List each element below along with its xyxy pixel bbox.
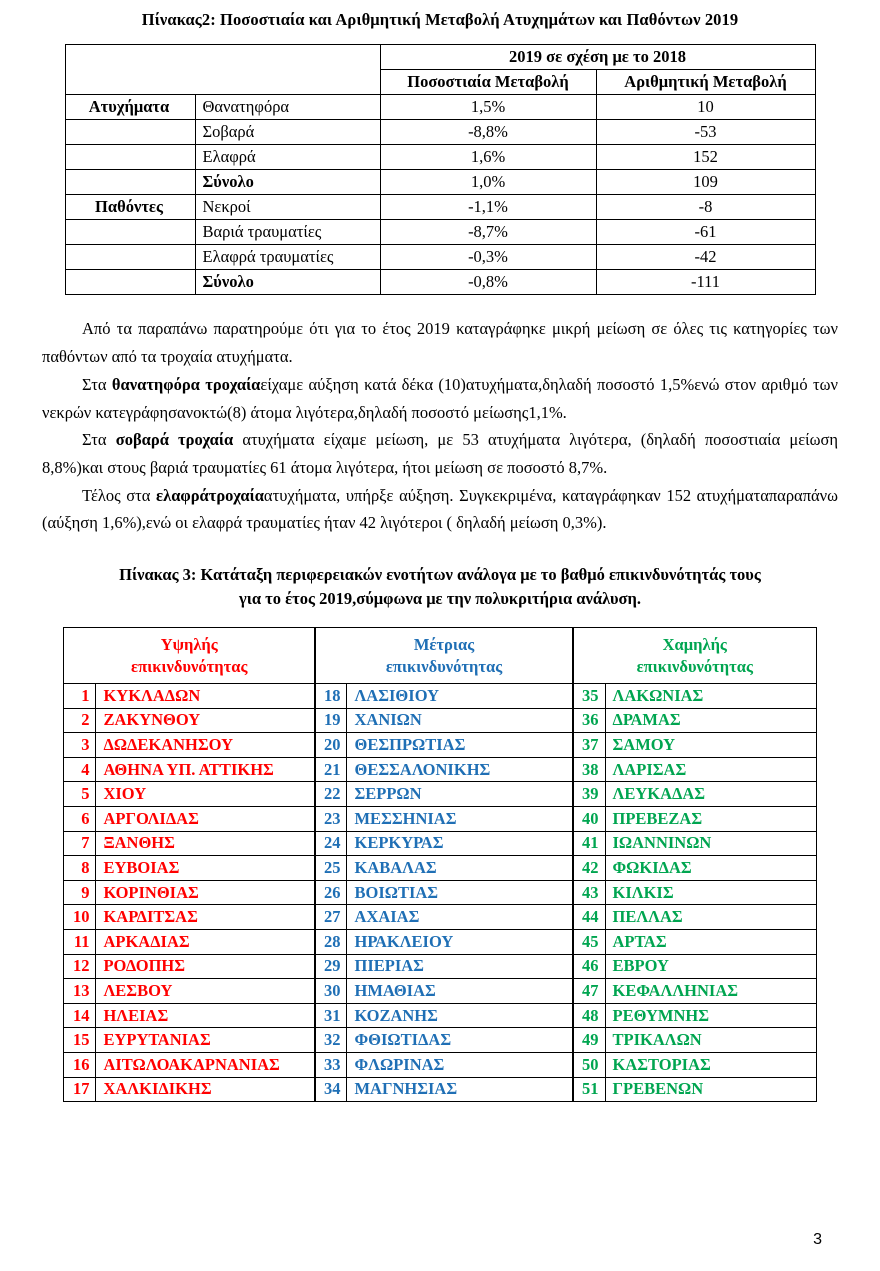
table3-header-line2: επικινδυνότητας: [131, 656, 248, 676]
paragraph-4-post: ατυχήματα, υπήρξε αύξηση. Συγκεκριμένα, καταγράφηκαν 152 ατυχήματαπαραπάνω (αύξηση 1,6%),ενώ οι ελαφρά τραυματίες ήταν 42 λιγότεροι ( δηλαδή μείωση 0,3%).: [42, 485, 838, 533]
table3-row: [64, 782, 816, 807]
table3-rank-medium: 27: [315, 905, 347, 930]
table3-region-low: ΚΑΣΤΟΡΙΑΣ: [605, 1052, 816, 1077]
table2-data-rows: [65, 95, 815, 295]
table3-rank-medium: 21: [315, 757, 347, 782]
table3-region-medium: ΒΟΙΩΤΙΑΣ: [347, 880, 573, 905]
table3-region-medium: ΦΘΙΩΤΙΔΑΣ: [347, 1028, 573, 1053]
table3-rank-low: 49: [573, 1028, 605, 1053]
table2-body: [65, 45, 815, 95]
table3-rank-low: 36: [573, 708, 605, 733]
table3-region-medium: ΜΑΓΝΗΣΙΑΣ: [347, 1077, 573, 1102]
table3-region-low: ΔΡΑΜΑΣ: [605, 708, 816, 733]
table3-region-medium: ΑΧΑΙΑΣ: [347, 905, 573, 930]
table3-region-medium: ΗΡΑΚΛΕΙΟΥ: [347, 929, 573, 954]
table3-rank-low: 40: [573, 807, 605, 832]
table2-header-row-1: [65, 45, 815, 70]
table2-row-label: Ελαφρά: [195, 145, 380, 170]
table2-row: [65, 170, 815, 195]
table3-header-low: [573, 628, 816, 684]
table2-group-label: Παθόντες: [65, 195, 195, 220]
table3-region-medium: ΦΛΩΡΙΝΑΣ: [347, 1052, 573, 1077]
table3-region-low: ΚΙΛΚΙΣ: [605, 880, 816, 905]
table3-rank-high: 15: [64, 1028, 96, 1053]
table3-region-low: ΕΒΡΟΥ: [605, 954, 816, 979]
table3-region-low: ΑΡΤΑΣ: [605, 929, 816, 954]
table3-rank-low: 43: [573, 880, 605, 905]
table2-row-label: Σύνολο: [195, 270, 380, 295]
table3-region-medium: ΜΕΣΣΗΝΙΑΣ: [347, 807, 573, 832]
table3-rank-low: 48: [573, 1003, 605, 1028]
table3-rank-low: 39: [573, 782, 605, 807]
table2-absolute-change: -111: [596, 270, 815, 295]
table3-region-high: ΚΑΡΔΙΤΣΑΣ: [96, 905, 315, 930]
paragraph-2-post: είχαμε αύξηση κατά δέκα (10)ατυχήματα,δηλαδή ποσοστό 1,5%ενώ στον αριθμό των νεκρών κατεγράφησανοκτώ(8) άτομα λιγότερα,δηλαδή ποσοστό μείωσης1,1%.: [42, 374, 838, 422]
table3-rank-low: 51: [573, 1077, 605, 1102]
paragraph-2-emphasis: θανατηφόρα τροχαία: [111, 374, 261, 394]
table2-absolute-change: 109: [596, 170, 815, 195]
table3-rank-medium: 34: [315, 1077, 347, 1102]
table3-region-high: ΑΡΓΟΛΙΔΑΣ: [96, 807, 315, 832]
table3-rank-low: 38: [573, 757, 605, 782]
table3-title-line1: Πίνακας 3: Κατάταξη περιφερειακών ενοτήτων ανάλογα με το βαθμό επικινδυνότητάς τους: [119, 565, 761, 585]
table3-region-medium: ΣΕΡΡΩΝ: [347, 782, 573, 807]
table2-absolute-change: 152: [596, 145, 815, 170]
table3-row: [64, 831, 816, 856]
page-number: 3: [813, 1231, 822, 1248]
table3-region-high: ΔΩΔΕΚΑΝΗΣΟΥ: [96, 733, 315, 758]
table2-row: [65, 195, 815, 220]
table3-region-low: ΤΡΙΚΑΛΩΝ: [605, 1028, 816, 1053]
table3-region-high: ΛΕΣΒΟΥ: [96, 979, 315, 1004]
table2-absolute-change: -53: [596, 120, 815, 145]
paragraph-4: [42, 482, 838, 537]
table2-percent-change: 1,0%: [380, 170, 596, 195]
table3-region-low: ΛΑΡΙΣΑΣ: [605, 757, 816, 782]
table3-row: [64, 905, 816, 930]
table3-row: [64, 929, 816, 954]
table3-rank-high: 12: [64, 954, 96, 979]
table3-region-high: ΗΛΕΙΑΣ: [96, 1003, 315, 1028]
paragraph-2: [42, 371, 838, 426]
table2-row: [65, 95, 815, 120]
table2-row-label: Σύνολο: [195, 170, 380, 195]
table3-rank-medium: 33: [315, 1052, 347, 1077]
table3-region-high: ΑΘΗΝΑ ΥΠ. ΑΤΤΙΚΗΣ: [96, 757, 315, 782]
table3-rank-medium: 25: [315, 856, 347, 881]
table3-region-high: ΕΥΡΥΤΑΝΙΑΣ: [96, 1028, 315, 1053]
table3-rank-high: 17: [64, 1077, 96, 1102]
table3-row: [64, 1077, 816, 1102]
table3-rank-low: 37: [573, 733, 605, 758]
table2-absolute-change: -8: [596, 195, 815, 220]
table3-rank-low: 45: [573, 929, 605, 954]
table3-region-high: ΑΙΤΩΛΟΑΚΑΡΝΑΝΙΑΣ: [96, 1052, 315, 1077]
table2-group-empty: [65, 145, 195, 170]
table2-row-label: Βαριά τραυματίες: [195, 220, 380, 245]
table3-region-high: ΚΟΡΙΝΘΙΑΣ: [96, 880, 315, 905]
table2-row-label: Σοβαρά: [195, 120, 380, 145]
table3-header-line2: επικινδυνότητας: [385, 656, 503, 676]
table3-region-medium: ΘΕΣΠΡΩΤΙΑΣ: [347, 733, 573, 758]
paragraph-2-pre: Στα: [82, 374, 112, 394]
table3-rank-high: 11: [64, 929, 96, 954]
paragraph-3-emphasis: σοβαρά τροχαία: [115, 430, 234, 450]
table2-row-label: Θανατηφόρα: [195, 95, 380, 120]
table3-header: [64, 628, 816, 684]
table3-rank-high: 10: [64, 905, 96, 930]
table3-row: [64, 954, 816, 979]
table3-row: [64, 807, 816, 832]
paragraph-3: [42, 426, 838, 481]
table3-region-low: ΚΕΦΑΛΛΗΝΙΑΣ: [605, 979, 816, 1004]
table3-region-high: ΚΥΚΛΑΔΩΝ: [96, 684, 315, 709]
table3-rank-high: 1: [64, 684, 96, 709]
paragraph-3-post: ατυχήματα είχαμε μείωση, με 53 ατυχήματα λιγότερα, (δηλαδή ποσοστιαία μείωση 8,8%)και στους βαριά τραυματίες 61 άτομα λιγότερα, ήτοι μείωση σε ποσοστό 8,7%.: [42, 430, 838, 478]
table2-percent-change: -1,1%: [380, 195, 596, 220]
table3-rank-high: 8: [64, 856, 96, 881]
table3-row: [64, 979, 816, 1004]
table3-rank-low: 46: [573, 954, 605, 979]
paragraph-3-pre: Στα: [82, 430, 116, 450]
table3-region-high: ΕΥΒΟΙΑΣ: [96, 856, 315, 881]
table3-rank-medium: 29: [315, 954, 347, 979]
table3-rank-high: 7: [64, 831, 96, 856]
table3-region-low: ΠΕΛΛΑΣ: [605, 905, 816, 930]
table2-row: [65, 245, 815, 270]
table3-region-high: ΞΑΝΘΗΣ: [96, 831, 315, 856]
table2-percent-change: -0,8%: [380, 270, 596, 295]
table3-region-medium: ΚΑΒΑΛΑΣ: [347, 856, 573, 881]
table3-region-low: ΠΡΕΒΕΖΑΣ: [605, 807, 816, 832]
table3-rank-high: 5: [64, 782, 96, 807]
table2-header-span: 2019 σε σχέση με το 2018: [380, 45, 815, 70]
table3-title-line2: για το έτος 2019,σύμφωνα με την πολυκριτήρια ανάλυση.: [238, 589, 641, 609]
table3-title: [0, 563, 880, 611]
paragraph-4-pre: Τέλος στα: [82, 485, 157, 505]
table2-row-label: Νεκροί: [195, 195, 380, 220]
table3-rank-high: 9: [64, 880, 96, 905]
table3-rank-low: 42: [573, 856, 605, 881]
table2: [65, 44, 816, 295]
table2-absolute-change: 10: [596, 95, 815, 120]
table3-rank-high: 3: [64, 733, 96, 758]
table2-group-empty: [65, 270, 195, 295]
table3-region-medium: ΧΑΝΙΩΝ: [347, 708, 573, 733]
table2-group-label: Ατυχήματα: [65, 95, 195, 120]
table3-header-line2: επικινδυνότητας: [636, 656, 753, 676]
table3-rank-medium: 20: [315, 733, 347, 758]
table2-group-empty: [65, 120, 195, 145]
table3-header-medium: [315, 628, 573, 684]
table3-region-medium: ΗΜΑΘΙΑΣ: [347, 979, 573, 1004]
table3-row: [64, 1028, 816, 1053]
table3-region-low: ΣΑΜΟΥ: [605, 733, 816, 758]
table3-region-low: ΓΡΕΒΕΝΩΝ: [605, 1077, 816, 1102]
table3-header-high: [64, 628, 315, 684]
table3-header-line1: Υψηλής: [160, 634, 218, 654]
table3-row: [64, 733, 816, 758]
table3-region-low: ΛΕΥΚΑΔΑΣ: [605, 782, 816, 807]
table3-rank-high: 2: [64, 708, 96, 733]
table3-region-high: ΡΟΔΟΠΗΣ: [96, 954, 315, 979]
table3-region-low: ΡΕΘΥΜΝΗΣ: [605, 1003, 816, 1028]
table3-rank-low: 50: [573, 1052, 605, 1077]
table3-region-low: ΦΩΚΙΔΑΣ: [605, 856, 816, 881]
table3-region-medium: ΠΙΕΡΙΑΣ: [347, 954, 573, 979]
table2-group-empty: [65, 245, 195, 270]
table3-region-high: ΑΡΚΑΔΙΑΣ: [96, 929, 315, 954]
table3-data-rows: [64, 684, 816, 1102]
table2-row: [65, 220, 815, 245]
table2-absolute-change: -42: [596, 245, 815, 270]
table2-group-empty: [65, 170, 195, 195]
table3-rank-high: 6: [64, 807, 96, 832]
table3-rank-medium: 28: [315, 929, 347, 954]
table3-rank-high: 14: [64, 1003, 96, 1028]
table3-region-medium: ΘΕΣΣΑΛΟΝΙΚΗΣ: [347, 757, 573, 782]
table2-row: [65, 120, 815, 145]
table3-rank-low: 44: [573, 905, 605, 930]
table3-rank-medium: 26: [315, 880, 347, 905]
table3-row: [64, 1052, 816, 1077]
table2-group-empty: [65, 220, 195, 245]
table3-rank-high: 13: [64, 979, 96, 1004]
table3-rank-medium: 30: [315, 979, 347, 1004]
table3-row: [64, 684, 816, 709]
table3-header-line1: Μέτριας: [413, 634, 475, 654]
table3-rank-medium: 22: [315, 782, 347, 807]
table3-rank-medium: 23: [315, 807, 347, 832]
table3-region-high: ΧΙΟΥ: [96, 782, 315, 807]
table2-header-percent: Ποσοστιαία Μεταβολή: [380, 70, 596, 95]
table2-percent-change: 1,5%: [380, 95, 596, 120]
table3-rank-medium: 24: [315, 831, 347, 856]
table2-absolute-change: -61: [596, 220, 815, 245]
table3-header-line1: Χαμηλής: [662, 634, 727, 654]
table3: [63, 627, 816, 1102]
table2-row-label: Ελαφρά τραυματίες: [195, 245, 380, 270]
table2-container: [0, 44, 880, 295]
body-text-block: [42, 315, 838, 537]
table2-row: [65, 145, 815, 170]
table3-row: [64, 880, 816, 905]
table2-header-absolute: Αριθμητική Μεταβολή: [596, 70, 815, 95]
table3-rank-medium: 31: [315, 1003, 347, 1028]
table2-percent-change: 1,6%: [380, 145, 596, 170]
table3-rank-medium: 19: [315, 708, 347, 733]
table3-rank-low: 41: [573, 831, 605, 856]
table2-corner-cell: [65, 45, 380, 95]
table3-row: [64, 708, 816, 733]
table3-region-medium: ΚΕΡΚΥΡΑΣ: [347, 831, 573, 856]
table2-percent-change: -0,3%: [380, 245, 596, 270]
table3-region-medium: ΛΑΣΙΘΙΟΥ: [347, 684, 573, 709]
paragraph-4-emphasis: ελαφράτροχαία: [156, 485, 264, 505]
paragraph-1: Από τα παραπάνω παρατηρούμε ότι για το έτος 2019 καταγράφηκε μικρή μείωση σε όλες τις κατηγορίες των παθόντων από τα τροχαία ατυχήματα.: [42, 319, 838, 367]
table3-rank-high: 16: [64, 1052, 96, 1077]
table3-rank-medium: 32: [315, 1028, 347, 1053]
table3-region-high: ΧΑΛΚΙΔΙΚΗΣ: [96, 1077, 315, 1102]
table3-rank-high: 4: [64, 757, 96, 782]
table2-row: [65, 270, 815, 295]
table3-container: [0, 627, 880, 1102]
table2-title: Πίνακας2: Ποσοστιαία και Αριθμητική Μεταβολή Ατυχημάτων και Παθόντων 2019: [141, 10, 739, 29]
table3-region-high: ΖΑΚΥΝΘΟΥ: [96, 708, 315, 733]
table3-row: [64, 757, 816, 782]
table3-header-row: [64, 628, 816, 684]
table3-region-low: ΙΩΑΝΝΙΝΩΝ: [605, 831, 816, 856]
table2-percent-change: -8,7%: [380, 220, 596, 245]
table3-rank-low: 35: [573, 684, 605, 709]
table2-percent-change: -8,8%: [380, 120, 596, 145]
table3-row: [64, 856, 816, 881]
table3-rank-medium: 18: [315, 684, 347, 709]
table3-region-medium: ΚΟΖΑΝΗΣ: [347, 1003, 573, 1028]
table3-row: [64, 1003, 816, 1028]
table3-rank-low: 47: [573, 979, 605, 1004]
table3-region-low: ΛΑΚΩΝΙΑΣ: [605, 684, 816, 709]
